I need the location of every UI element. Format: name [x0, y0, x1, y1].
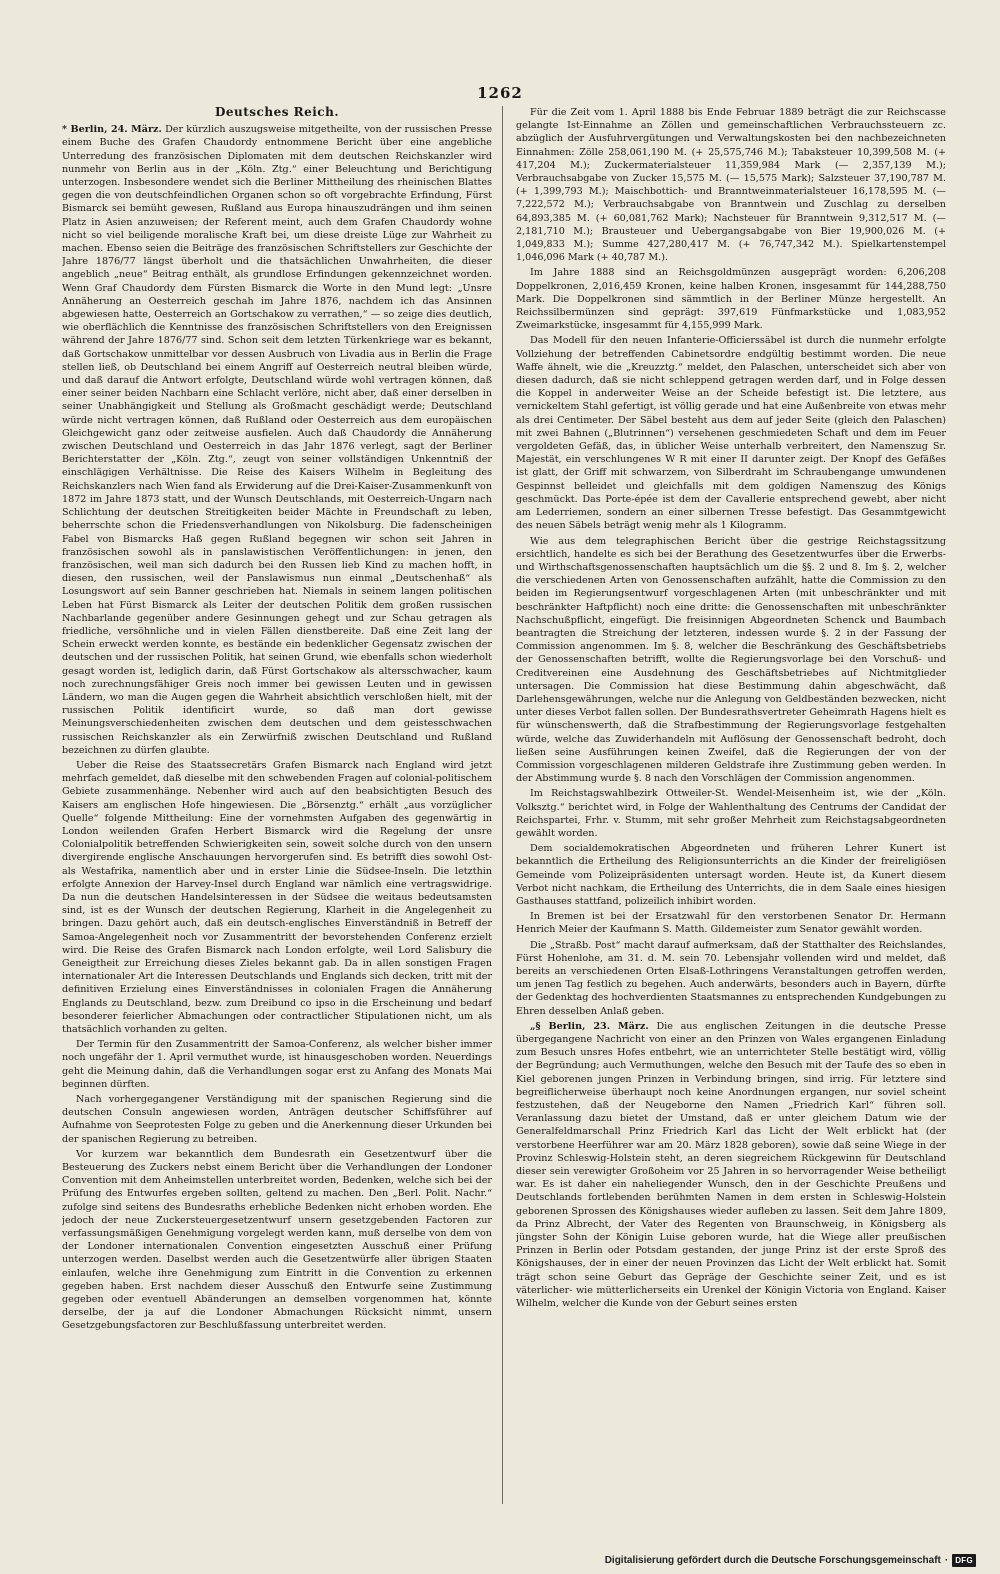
article-paragraph: Dem socialdemokratischen Abgeordneten und früheren Lehrer Kunert ist bekanntlich die Ertheilung des Religionsunterrichts an die Kinder der freireligiösen Gemeinde vom Polizeipräsidenten untersagt worden. Heute ist, da Kunert diesem Verbot nicht nachkam, die Ertheilung des Unterrichts, die in dem Saale eines hiesigen Gasthauses stattfand, polizeilich inhibirt worden.	[516, 843, 946, 907]
article-paragraph: Wie aus dem telegraphischen Bericht über die gestrige Reichstagssitzung ersichtlich, handelte es sich bei der Berathung des Gesetzentwurfes über die Erwerbs- und Wirthschaftsgenossenschaften hauptsächlich um die §§. 2 und 8. Im §. 2, welcher die verschiedenen Arten von Genossenschaften aufzählt, hatte die Commission zu den beiden im Regierungsentwurf vorgeschlagenen Arten (mit unbeschränkter und mit beschränkter Haftpflicht) noch eine dritte: die Genossenschaften mit unbeschränkter Nachschußpflicht, eingefügt. Die freisinnigen Abgeordneten Schenck und Baumbach beantragten die Streichung der letzteren, indessen wurde §. 2 in der Fassung der Commission angenommen. Im §. 8, welcher die Beschränkung des Geschäftsbetriebs der Genossenschaften betrifft, wollte die Regierungsvorlage bei den Vorschuß- und Creditvereinen eine Ausdehnung des Geschäftsbetriebes auf Nichtmitglieder untersagen. Die Commission hat diese Bestimmung dahin abgeschwächt, daß Darlehensgewährungen, welche nur die Anlegung von Geldbeständen bezwecken, nicht unter dieses Verbot fallen sollen. Der Bundesrathsvertreter Geheimrath Hagens hielt es für wünschenswerth, daß die Strafbestimmung der Regierungsvorlage festgehalten würde, welche das Zuwiderhandeln mit Auflösung der Genossenschaft bedroht, doch ließen seine Ausführungen keinen Zweifel, daß die Regierungen der von der Commission vorgeschlagenen milderen Geldstrafe ihre Zustimmung geben werden. In der Abstimmung wurde §. 8 nach den Vorschlägen der Commission angenommen.	[516, 535, 946, 785]
footer-separator: ·	[944, 1554, 949, 1566]
article-paragraph: Im Jahre 1888 sind an Reichsgoldmünzen ausgeprägt worden: 6,206,208 Doppelkronen, 2,016,459 Kronen, keine halben Kronen, insgesammt für 144,288,750 Mark. Die Doppelkronen sind sämmtlich in der Berliner Münze hergestellt. An Reichssilbermünzen sind geprägt: 397,619 Fünfmarkstücke und 1,083,952 Zweimarkstücke, insgesammt für 4,155,999 Mark.	[516, 267, 946, 332]
footer-credit: Digitalisierung gefördert durch die Deutsche Forschungsgemeinschaft	[604, 1554, 941, 1566]
article-paragraph: Das Modell für den neuen Infanterie-Officierssäbel ist durch die nunmehr erfolgte Vollziehung der betreffenden Cabinetsordre endgültig bestimmt worden. Die neue Waffe ähnelt, wie die „Kreuzztg.“ meldet, den Palaschen, unterscheidet sich aber von diesen dadurch, daß sie nicht schleppend getragen werden darf, und in Folge dessen die Koppel in anderweiter Weise an der Scheide befestigt ist. Die letztere, aus vernickeltem Stahl gefertigt, ist völlig gerade und hat eine Außenbreite von etwas mehr als drei Centimeter. Der Säbel besteht aus dem auf jeder Seite (gleich den Palaschen) mit zwei Bahnen („Blutrinnen“) versehenen geschmiedeten Schaft und dem im Feuer vergoldeten Gefäß, das, in üblicher Weise unterhalb verbreitert, den Namenszug Sr. Majestät, ein verschlungenes W R mit einer II darunter zeigt. Der Knopf des Gefäßes ist glatt, der Griff mit schwarzem, von Silberdraht im Schraubengange umwundenen Gespinnst belleidet und gleichfalls mit dem goldigen Namenszug des Königs geschmückt. Das Porte-épée ist dem der Cavallerie entsprechend gewebt, aber nicht am Lederriemen, sondern an einer silbernen Tresse befestigt. Das Gesammtgewicht des neuen Säbels beträgt wenig mehr als 1 Kilogramm.	[516, 335, 946, 532]
dfg-logo-icon: DFG	[952, 1554, 976, 1567]
column-divider	[502, 106, 503, 1504]
right-column	[516, 106, 946, 1506]
article-paragraph: Vor kurzem war bekanntlich dem Bundesrath ein Gesetzentwurf über die Besteuerung des Zuckers nebst einem Bericht über die Verhandlungen der Londoner Convention mit dem Anheimstellen unterbreitet worden, Bedenken, welche sich bei der Prüfung des Entwurfes ergeben sollten, geltend zu machen. Den „Berl. Polit. Nachr.“ zufolge sind seitens des Bundesraths erhebliche Bedenken nicht erhoben worden. Ehe jedoch der neue Zuckersteuergesetzentwurf unsern gesetzgebenden Factoren zur verfassungsmäßigen Genehmigung vorgelegt werden kann, muß derselbe von dem von der Londoner internationalen Convention eingesetzten Ausschuß einer Prüfung unterzogen werden. Daselbst werden auch die Gesetzentwürfe aller übrigen Staaten einlaufen, welche ihre Genehmigung zum Eintritt in die Convention zu erkennen gegeben haben. Erst nachdem dieser Ausschuß den Entwurfe seine Zustimmung gegeben oder eventuell Abänderungen an demselben vorgenommen hat, könnte derselbe, der ja auf die Londoner Abmachungen Rücksicht nimmt, unsern Gesetzgebungsfactoren zur Beschlußfassung unterbreitet werden.	[62, 1148, 492, 1332]
article-paragraph: Für die Zeit vom 1. April 1888 bis Ende Februar 1889 beträgt die zur Reichscasse gelangte Ist-Einnahme an Zöllen und gemeinschaftlichen Verbrauchssteuern zc. abzüglich der Ausfuhrvergütungen und Verwaltungskosten bei den nachbezeichneten Einnahmen: Zölle 258,061,190 M. (+ 25,575,746 M.); Tabaksteuer 10,399,508 M. (+ 417,204 M.); Zuckermaterialsteuer 11,359,984 Mark (— 2,357,139 M.); Verbrauchsabgabe von Zucker 15,575 M. (— 15,575 Mark); Salzsteuer 37,190,787 M. (+ 1,399,793 M.); Maischbottich- und Branntweinmaterialsteuer 16,178,595 M. (— 7,222,572 M.); Verbrauchsabgabe von Branntwein und Zuschlag zu derselben 64,893,385 M. (+ 60,081,762 Mark); Nachsteuer für Branntwein 9,312,517 M. (— 2,181,710 M.); Brausteuer und Uebergangsabgabe von Bier 19,900,026 M. (+ 1,049,833 M.); Summe 427,280,417 M. (+ 76,747,342 M.). Spielkartenstempel 1,046,096 Mark (+ 40,787 M.).	[516, 107, 946, 264]
article-paragraph: Nach vorhergegangener Verständigung mit der spanischen Regierung sind die deutschen Consuln angewiesen worden, Anträgen deutscher Schiffsführer auf Aufnahme von Seeprotesten Folge zu geben und die Anerkennung dieser Urkunden bei der spanischen Regierung zu betreiben.	[62, 1094, 492, 1145]
left-column	[62, 106, 492, 1506]
article-paragraph: Im Reichstagswahlbezirk Ottweiler-St. Wendel-Meisenheim ist, wie der „Köln. Volksztg.“ berichtet wird, in Folge der Wahlenthaltung des Centrums der Candidat der Reichspartei, Frhr. v. Stumm, mit sehr großer Mehrheit zum Reichstagsabgeordneten gewählt worden.	[516, 788, 946, 839]
digitization-footer	[605, 1552, 976, 1568]
paragraph-text: Die aus englischen Zeitungen in die deutsche Presse übergegangene Nachricht von einer an den Prinzen von Wales ergangenen Einladung zum Besuch unsres Hofes entbehrt, wie an unterrichteter Stelle bestätigt wird, völlig der Begründung; auch Vermuthungen, welche den Besuch mit der Taufe des so eben in Kiel geborenen jungen Prinzen in Verbindung bringen, sind irrig. Für letztere sind begreiflicherweise überhaupt noch keine Anordnungen ergangen, nur soviel scheint festzustehen, daß der Neugeborne den Namen „Friedrich Karl“ führen soll. Veranlassung dazu bietet der Umstand, daß er unter gleichem Datum wie der Generalfeldmarschall Prinz Friedrich Karl das Licht der Welt erblickt hat (der verstorbene Heerführer war am 20. März 1828 geboren), sowie daß seine Wiege in der Provinz Schleswig-Holstein steht, an deren siegreichem Rückgewinn für Deutschland dieser sein verewigter Großoheim vor 25 Jahren in so hervorragender Weise betheiligt war. Es ist daher ein naheliegender Wunsch, den in der Geschichte Preußens und Deutschlands fortlebenden berühmten Namen in dem ersten in Schleswig-Holstein geborenen Sprossen des Königshauses wieder aufleben zu lassen. Seit dem Jahre 1809, da Prinz Albrecht, der Vater des Regenten von Braunschweig, in Königsberg als jüngster Sohn der Königin Luise geboren wurde, hat die Wiege aller preußischen Prinzen in Berlin oder Potsdam gestanden, der junge Prinz ist der erste Sproß des Königshauses, der in einer der neuen Provinzen das Licht der Welt erblickt hat. Somit trägt schon seine Geburt das Gepräge der Geschichte seiner Zeit, und es ist väterlicher- wie mütterlicherseits ein Urenkel der Königin Victoria von England. Kaiser Wilhelm, welcher die Kunde von der Geburt seines ersten	[516, 1020, 946, 1310]
article-paragraph: In Bremen ist bei der Ersatzwahl für den verstorbenen Senator Dr. Hermann Henrich Meier der Kaufmann S. Matth. Gildemeister zum Senator gewählt worden.	[516, 911, 946, 936]
page-number: 1262	[477, 84, 523, 102]
article-paragraph: Ueber die Reise des Staatssecretärs Grafen Bismarck nach England wird jetzt mehrfach gemeldet, daß dieselbe mit den schwebenden Fragen auf colonial-politischem Gebiete zusammenhänge. Nebenher wird auch auf den beabsichtigten Besuch des Kaisers am englischen Hofe hingewiesen. Die „Börsenztg.“ erhält „aus vorzüglicher Quelle“ folgende Mittheilung: Eine der vornehmsten Aufgaben des gegenwärtig in London weilenden Grafen Herbert Bismarck wird die Regelung der unsre Colonialpolitik betreffenden Schwierigkeiten sein, soweit solche durch von den unsern divergirende englische Anschauungen hervorgerufen sind. Es betrifft dies sowohl Ost- als Westafrika, namentlich aber und in erster Linie die Südsee-Inseln. Die letzthin erfolgte Annexion der Harvey-Insel durch England war nämlich eine vertragswidrige. Da nun die deutschen Handelsinteressen in der Südsee die weitaus bedeutsamsten sind, ist es der Wunsch der deutschen Regierung, Klarheit in die Angelegenheit zu bringen. Dazu gehört auch, daß ein deutsch-englisches Einverständniß in Betreff der Samoa-Angelegenheit noch vor Zusammentritt der bevorstehenden Conferenz erzielt wird. Die Reise des Grafen Bismarck nach London erfolgte, weil Lord Salisbury die Geneigtheit zur Erreichung dieses Zieles bekannt gab. Da in allen sonstigen Fragen internationaler Art die Interessen Deutschlands und Englands sich decken, tritt mit der definitiven Erzielung eines Einverständnisses in colonialen Fragen die Annäherung Englands zu Deutschland, bezw. zum Dreibund co ipso in die Erscheinung und bedarf besonderer feierlicher Abmachungen oder contractlicher Stipulationen nicht, um als thatsächlich vorhanden zu gelten.	[62, 759, 492, 1036]
article-paragraph	[62, 123, 492, 757]
article-paragraph: Die „Straßb. Post“ macht darauf aufmerksam, daß der Statthalter des Reichslandes, Fürst Hohenlohe, am 31. d. M. sein 70. Lebensjahr vollenden wird und meldet, daß bereits an verschiedenen Orten Elsaß-Lothringens Veranstaltungen getroffen werden, um jenen Tag festlich zu begehen. Auch anderwärts, besonders auch in Bayern, dürfte der Gedenktag des hochverdienten Staatsmannes zu entsprechenden Kundgebungen zu Ehren desselben Anlaß geben.	[516, 939, 946, 1017]
paragraph-text: Der kürzlich auszugsweise mitgetheilte, von der russischen Presse einem Buche des Grafen Chaudordy entnommene Bericht über eine angebliche Unterredung des französischen Diplomaten mit dem deutschen Reichskanzler wird nunmehr von Berlin aus in der „Köln. Ztg.“ einer Beleuchtung und Berichtigung unterzogen. Insbesondere wendet sich die Berliner Mittheilung des rheinischen Blattes gegen die von deutschfeindlichen Organen schon so oft vorgebrachte Erfindung, Fürst Bismarck sei bemüht gewesen, Rußland aus Europa hinauszudrängen und ihm seinen Platz in Asien anzuweisen; der Referent meint, auch dem Grafen Chaudordy wohne nicht so viel beiligende moralische Kraft bei, um diese dreiste Lüge zur Wahrheit zu machen. Ebenso seien die Beiträge des französischen Schriftstellers zur Geschichte der Jahre 1876/77 längst überholt und die thatsächlichen Unwahrheiten, die dieser angeblich „neue“ Beitrag enthält, als grundlose Erfindungen gekennzeichnet worden. Wenn Graf Chaudordy dem Fürsten Bismarck die Worte in den Mund legt: „Unsre Annäherung an Oesterreich geschah im Jahre 1876, nachdem ich das Ansinnen abgewiesen hatte, Oesterreich an Gortschakow zu verrathen,“ — so zeige dies deutlich, wie oberflächlich die Kenntnisse des französischen Schriftstellers von den Ereignissen während der Jahre 1876/77 sind. Schon seit dem letzten Türkenkriege war es bekannt, daß Gortschakow unmittelbar vor dessen Ausbruch von Livadia aus in Berlin die Frage stellen ließ, ob Deutschland bei einem Angriff auf Oesterreich neutral bleiben würde, und daß darauf die Antwort erfolgte, Deutschland würde wohl vertragen können, daß einer seiner beiden Nachbarn eine Schlacht verlöre, nicht aber, daß einer derselben in seiner Unabhängigkeit und Stellung als Großmacht geschädigt werde; Deutschland würde nicht vertragen können, daß Rußland oder Oesterreich aus dem europäischen Gleichgewicht ganz oder zeitweise ausfielen. Auch daß Chaudordy die Annäherung zwischen Deutschland und Oesterreich in das Jahr 1876 verlegt, sagt der Berliner Berichterstatter der „Köln. Ztg.“, zeugt von seiner vollständigen Unkenntniß der einschlägigen Verhältnisse. Die Reise des Kaisers Wilhelm in Begleitung des Reichskanzlers nach Wien fand als Erwiderung auf die Drei-Kaiser-Zusammenkunft von 1872 im Jahre 1873 statt, und der Wunsch Deutschlands, mit Oesterreich-Ungarn nach Schlichtung der deutschen Streitigkeiten beider Mächte in Freundschaft zu leben, beherrschte schon die Friedensverhandlungen von Nikolsburg. Die fadenscheinigen Fabel von Bismarcks Haß gegen Rußland begegnen wir schon seit Jahren in französischen sowohl als in panslawistischen Veröffentlichungen: in jenen, den französischen, weil man sich dadurch bei den Russen lieb Kind zu machen hofft, in diesen, den russischen, weil der Panslawismus nun einmal „Deutschenhaß“ als Losungswort auf sein Banner geschrieben hat. Niemals in seinem langen politischen Leben hat Fürst Bismarck als Leiter der deutschen Politik dem großen russischen Nachbarlande gegenüber andere Gesinnungen gehegt und zur Schau getragen als friedliche, versöhnliche und in vielen Fällen dienstbereite. Daß eine Zeit lang der Schein erweckt werden konnte, es bestände ein bedenklicher Gegensatz zwischen der deutschen und der russischen Politik, hat seinen Grund, wie ebenfalls schon wiederholt gesagt worden ist, lediglich darin, daß Fürst Gortschakow als altersschwacher, kaum noch zurechnungsfähiger Greis noch immer bei gewissen Leuten und in gewissen Ländern, wo man die Augen gegen die Wahrheit absichtlich verschloßen hielt, mit der russischen Politik identificirt wurde, so daß man dort gewisse Meinungsverschiedenheiten zwischen dem deutschen und dem geistesschwachen russischen Reichskanzler als ein Zerwürfniß zwischen Deutschland und Rußland bezeichnen zu dürfen glaubte.	[62, 124, 492, 756]
dateline: * Berlin, 24. März.	[62, 124, 162, 136]
section-title: Deutsches Reich.	[214, 106, 340, 119]
dateline: „§ Berlin, 23. März.	[530, 1020, 649, 1032]
article-paragraph: Der Termin für den Zusammentritt der Samoa-Conferenz, als welcher bisher immer noch ungefähr der 1. April vermuthet wurde, ist hinausgeschoben worden. Neuerdings geht die Meinung dahin, daß die Verhandlungen sogar erst zu Anfang des Monats Mai beginnen dürften.	[62, 1039, 492, 1090]
article-paragraph	[516, 1020, 946, 1310]
